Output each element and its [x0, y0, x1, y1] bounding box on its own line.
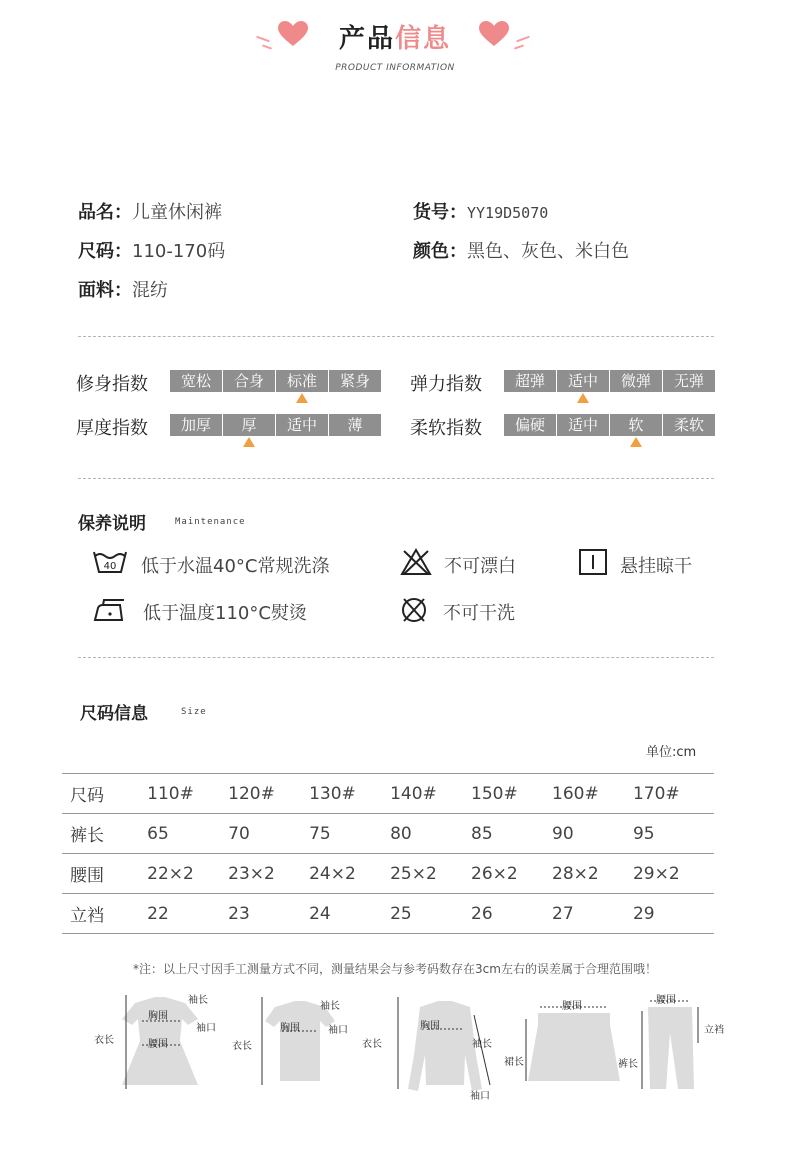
dress-chest-label: 胸围: [148, 1011, 168, 1022]
table-cell: 65: [147, 814, 228, 854]
fabric-label: 面料：: [78, 280, 132, 301]
table-cell: 25×2: [390, 854, 471, 894]
unit-label: 单位:cm: [646, 745, 697, 760]
thickness-option: 适中: [276, 414, 328, 436]
table-row: [62, 774, 714, 814]
size-note: *注：以上尺寸因手工测量方式不同，测量结果会与参考码数存在3cm左右的误差属于合理范围哦！: [133, 962, 657, 976]
product-color: [413, 237, 629, 263]
tshirt-cuff-label: 袖口: [328, 1025, 348, 1036]
measurement-diagrams: [80, 985, 740, 1105]
product-size: [78, 237, 225, 263]
fabric-value: 混纺: [132, 280, 168, 301]
table-cell: 26: [471, 894, 552, 934]
fit-option: 标准: [276, 370, 328, 392]
table-cell: 130#: [309, 774, 390, 814]
title-part-a: 产品: [338, 24, 395, 54]
wash-40-icon: [92, 548, 128, 576]
skirt-waist-label: 腰围: [562, 1001, 582, 1012]
table-row: [62, 894, 714, 934]
stretch-index-scale: [504, 370, 715, 392]
dress-length-label: 衣长: [94, 1035, 114, 1046]
table-cell: 90: [552, 814, 633, 854]
sweater-cuff-label: 袖口: [470, 1091, 490, 1102]
table-cell: 170#: [633, 774, 714, 814]
page-subtitle: PRODUCT INFORMATION: [335, 63, 455, 73]
sku-value: YY19D5070: [467, 204, 549, 222]
no-bleach-icon: [398, 548, 434, 576]
size-label: 尺码：: [78, 241, 132, 262]
sku-label: 货号：: [413, 202, 467, 223]
pants-waist-label: 腰围: [656, 995, 676, 1006]
stretch-option: 无弹: [663, 370, 715, 392]
sweater-sleeve-label: 袖长: [472, 1039, 492, 1050]
pants-rise-label: 立裆: [704, 1025, 724, 1036]
row-header: 立裆: [62, 894, 147, 934]
pants-figure: [648, 1007, 694, 1089]
table-row: [62, 814, 714, 854]
table-cell: 75: [309, 814, 390, 854]
tshirt-length-label: 衣长: [232, 1041, 252, 1052]
product-name: [78, 198, 222, 224]
row-header: 尺码: [62, 774, 147, 814]
skirt-length-label: 裙长: [504, 1057, 524, 1068]
sweater-figure: [408, 1001, 482, 1091]
tshirt-figure: [265, 1001, 335, 1081]
fit-selected-marker: [296, 393, 308, 403]
care-no-bleach-text: 不可漂白: [444, 556, 516, 577]
thickness-index-scale: [170, 414, 381, 436]
softness-selected-marker: [630, 437, 642, 447]
pants-length-label: 裤长: [618, 1059, 638, 1070]
table-cell: 22×2: [147, 854, 228, 894]
table-cell: 28×2: [552, 854, 633, 894]
tshirt-sleeve-label: 袖长: [320, 1001, 340, 1012]
care-no-dryclean-text: 不可干洗: [443, 603, 515, 624]
softness-option: 适中: [557, 414, 609, 436]
stretch-selected-marker: [577, 393, 589, 403]
table-cell: 110#: [147, 774, 228, 814]
table-cell: 85: [471, 814, 552, 854]
divider: [78, 336, 714, 337]
title-part-b: 信息: [395, 24, 452, 54]
table-cell: 24: [309, 894, 390, 934]
stretch-option: 微弹: [610, 370, 662, 392]
sweater-length-label: 衣长: [362, 1039, 382, 1050]
table-cell: 23×2: [228, 854, 309, 894]
fit-index-scale: [170, 370, 381, 392]
table-cell: 150#: [471, 774, 552, 814]
hang-dry-icon: [576, 548, 612, 576]
table-cell: 25: [390, 894, 471, 934]
row-header: 腰围: [62, 854, 147, 894]
sweater-chest-label: 胸围: [420, 1021, 440, 1032]
size-table: [62, 773, 714, 934]
softness-index-label: 柔软指数: [410, 418, 482, 439]
skirt-figure: [528, 1013, 620, 1081]
wash-temp-text: 40: [103, 561, 117, 572]
table-cell: 29×2: [633, 854, 714, 894]
softness-option: 软: [610, 414, 662, 436]
product-fabric: [78, 276, 168, 302]
table-cell: 22: [147, 894, 228, 934]
thickness-option: 薄: [329, 414, 381, 436]
table-cell: 95: [633, 814, 714, 854]
softness-option: 偏硬: [504, 414, 556, 436]
thickness-index-label: 厚度指数: [76, 418, 148, 439]
divider: [78, 478, 714, 479]
table-row: [62, 854, 714, 894]
thickness-selected-marker: [243, 437, 255, 447]
row-header: 裤长: [62, 814, 147, 854]
stretch-option: 适中: [557, 370, 609, 392]
dress-waist-label: 腰围: [148, 1039, 168, 1050]
size-title: 尺码信息: [80, 704, 148, 724]
size-value: 110-170码: [132, 241, 226, 262]
page-title: [0, 18, 790, 55]
no-dryclean-icon: [396, 596, 432, 624]
name-value: 儿童休闲裤: [132, 202, 222, 223]
table-cell: 140#: [390, 774, 471, 814]
care-wash-text: 低于水温40°C常规洗涤: [141, 556, 330, 577]
table-cell: 24×2: [309, 854, 390, 894]
fit-option: 宽松: [170, 370, 222, 392]
softness-option: 柔软: [663, 414, 715, 436]
table-cell: 70: [228, 814, 309, 854]
table-cell: 29: [633, 894, 714, 934]
dress-sleeve-label: 袖长: [188, 995, 208, 1006]
stretch-index-label: 弹力指数: [410, 374, 482, 395]
stretch-option: 超弹: [504, 370, 556, 392]
table-cell: 23: [228, 894, 309, 934]
thickness-option: 厚: [223, 414, 275, 436]
name-label: 品名：: [78, 202, 132, 223]
table-cell: 160#: [552, 774, 633, 814]
care-hang-dry-text: 悬挂晾干: [620, 556, 692, 577]
color-label: 颜色：: [413, 241, 467, 262]
care-subtitle: Maintenance: [175, 517, 246, 527]
table-cell: 26×2: [471, 854, 552, 894]
table-cell: 80: [390, 814, 471, 854]
table-cell: 120#: [228, 774, 309, 814]
table-cell: 27: [552, 894, 633, 934]
product-sku: [413, 198, 548, 224]
fit-option: 紧身: [329, 370, 381, 392]
dress-cuff-label: 袖口: [196, 1023, 216, 1034]
fit-option: 合身: [223, 370, 275, 392]
iron-icon: [92, 596, 128, 624]
size-subtitle: Size: [181, 707, 207, 717]
tshirt-chest-label: 胸围: [280, 1023, 300, 1034]
care-title: 保养说明: [78, 514, 146, 534]
softness-index-scale: [504, 414, 715, 436]
divider: [78, 657, 714, 658]
thickness-option: 加厚: [170, 414, 222, 436]
color-value: 黑色、灰色、米白色: [467, 241, 629, 262]
fit-index-label: 修身指数: [76, 374, 148, 395]
care-iron-text: 低于温度110°C熨烫: [143, 603, 307, 624]
